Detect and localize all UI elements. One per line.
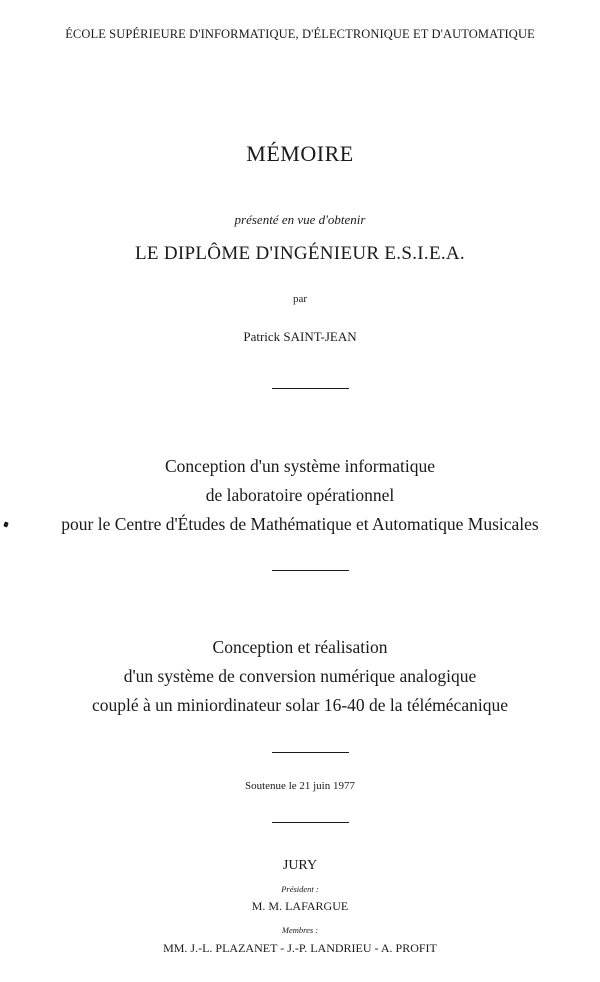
- subject-2-line: Conception et réalisation: [212, 637, 388, 657]
- subject-1: [0, 452, 600, 539]
- separator-rule: [272, 388, 349, 389]
- presented-for: présenté en vue d'obtenir: [234, 212, 366, 227]
- degree-title: LE DIPLÔME D'INGÉNIEUR E.S.I.E.A.: [135, 243, 465, 264]
- president-label: Président :: [281, 884, 319, 894]
- subject-2-line: couplé à un miniordinateur solar 16-40 de la télémécanique: [92, 695, 508, 715]
- members-label: Membres :: [281, 925, 319, 935]
- defense-date: Soutenue le 21 juin 1977: [245, 780, 355, 792]
- members-names: MM. J.-L. PLAZANET - J.-P. LANDRIEU - A. PROFIT: [163, 941, 437, 955]
- subject-2-line: d'un système de conversion numérique analogique: [123, 666, 477, 686]
- subject-1-line: Conception d'un système informatique: [165, 456, 435, 476]
- separator-rule: [272, 570, 349, 571]
- school-name: ÉCOLE SUPÉRIEURE D'INFORMATIQUE, D'ÉLECTRONIQUE ET D'AUTOMATIQUE: [65, 27, 535, 41]
- separator-rule: [272, 822, 349, 823]
- document-type: MÉMOIRE: [246, 141, 354, 166]
- by-label: par: [292, 293, 308, 305]
- separator-rule: [272, 752, 349, 753]
- subject-1-line: de laboratoire opérationnel: [205, 485, 395, 505]
- author-name: Patrick SAINT-JEAN: [243, 329, 357, 344]
- president-name: M. M. LAFARGUE: [251, 899, 349, 913]
- subject-1-line: pour le Centre d'Études de Mathématique et Automatique Musicales: [61, 514, 539, 534]
- jury-heading: JURY: [282, 858, 318, 873]
- subject-2: [0, 633, 600, 720]
